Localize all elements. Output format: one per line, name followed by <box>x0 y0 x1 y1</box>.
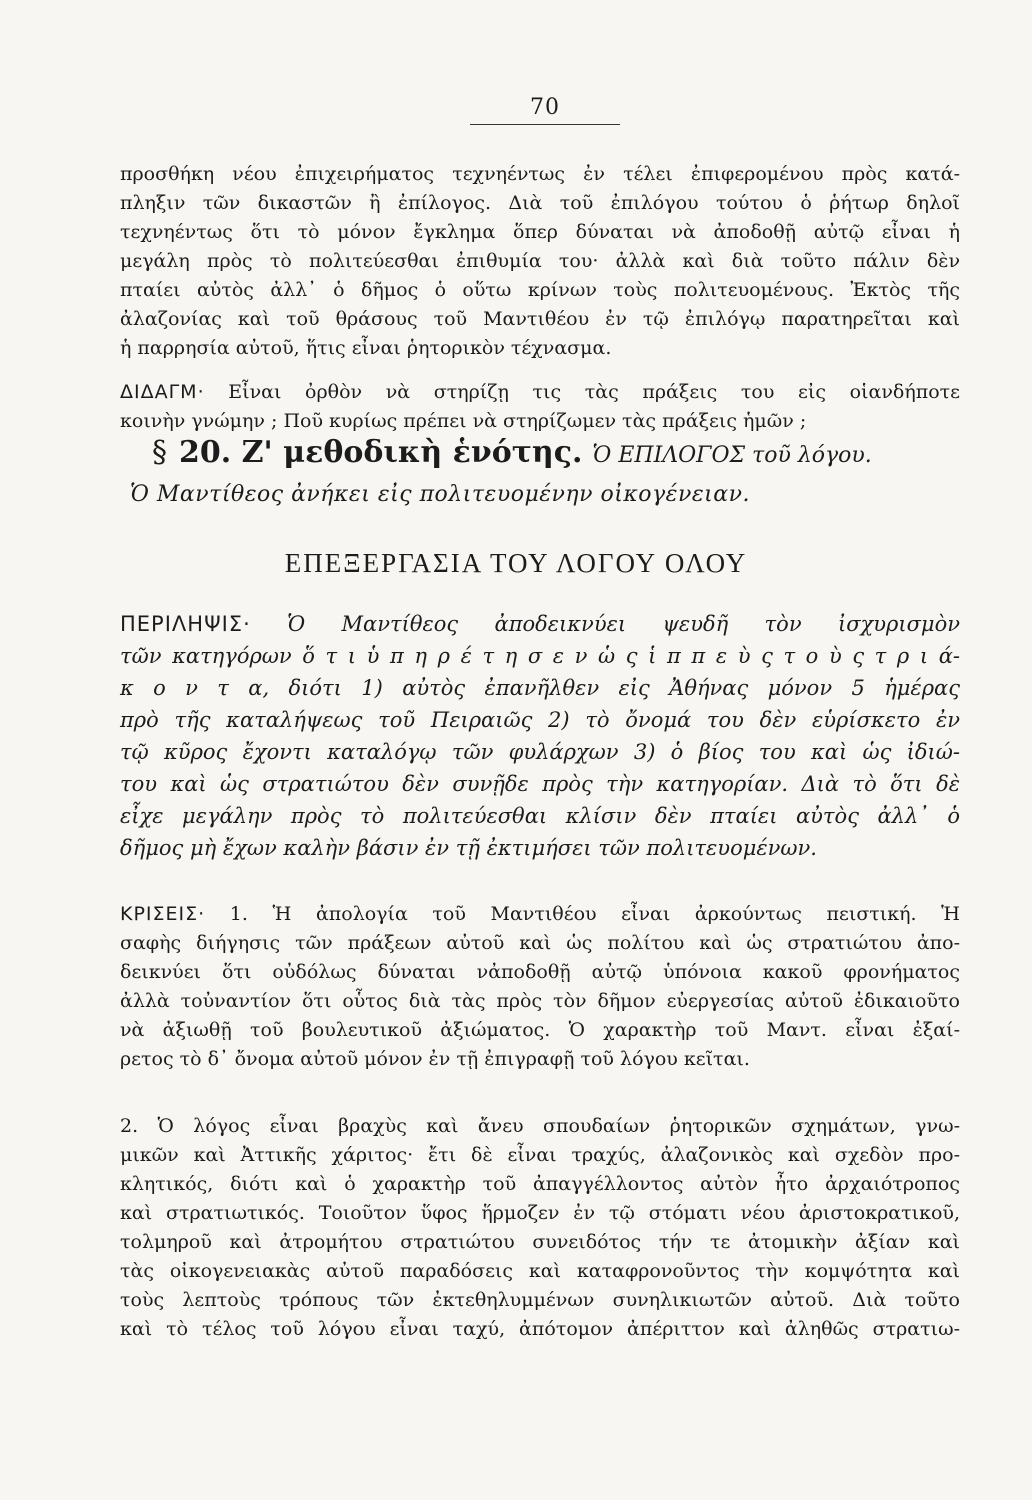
text-line: σαφὴς διήγησις τῶν πράξεων αὐτοῦ καὶ ὡς πολίτου καὶ ὡς στρατιώτου ἀπο- <box>120 932 960 954</box>
text-line: τὰς οἰκογενειακὰς αὐτοῦ παραδόσεις καὶ καταφρονοῦντος τὴν κομψότητα καὶ <box>120 1260 960 1282</box>
text-line <box>120 608 960 640</box>
section-number-title: 20. Ζ' μεθοδικὴ ἑνότης. <box>179 435 583 470</box>
paragraph-didagm <box>120 378 960 436</box>
text-line: τολμηροῦ καὶ ἀτρομήτου στρατιώτου συνειδότος τήν τε ἀτομικὴν ἀξίαν καὶ <box>120 1231 960 1253</box>
paragraph-perilipsis <box>120 608 960 864</box>
section-sign: § <box>152 435 167 470</box>
text-line: τεχνηέντως ὅτι τὸ μόνον ἔγκλημα ὅπερ δύναται νὰ ἀποδοθῇ αὐτῷ εἶναι ἡ <box>120 221 960 243</box>
paragraph-kriseis-2 <box>120 1112 960 1344</box>
text-line: δῆμος μὴ ἔχων καλὴν βάσιν ἐν τῇ ἐκτιμήσει τῶν πολιτευομένων. <box>120 836 817 860</box>
text-line: καὶ τὸ τέλος τοῦ λόγου εἶναι ταχύ, ἀπότομον ἀπέριττον καὶ ἀληθῶς στρατιω- <box>120 1318 960 1340</box>
section-heading <box>152 435 972 470</box>
text-line: πταίει αὐτὸς ἀλλ᾿ ὁ δῆμος ὁ οὕτω κρίνων τοὺς πολιτευομένους. Ἐκτὸς τῆς <box>120 279 960 301</box>
text-line: μικῶν καὶ Ἀττικῆς χάριτος· ἔτι δὲ εἶναι τραχύς, ἀλαζονικὸς καὶ σχεδὸν προ- <box>120 1144 960 1166</box>
text-line: καὶ στρατιωτικός. Τοιοῦτον ὕφος ἥρμοζεν ἐν τῷ στόματι νέου ἀριστοκρατικοῦ, <box>120 1202 960 1224</box>
text-line: κοινὴν γνώμην ; Ποῦ κυρίως πρέπει νὰ στηρίζωμεν τὰς πράξεις ἡμῶν ; <box>120 410 807 432</box>
text-line: εἶχε μεγάλην πρὸς τὸ πολιτεύεσθαι κλίσιν δὲν πταίει αὐτὸς ἀλλ᾿ ὁ <box>120 804 960 828</box>
text-line: ρετος τὸ δ᾿ ὄνομα αὐτοῦ μόνον ἐν τῇ ἐπιγραφῇ τοῦ λόγου κεῖται. <box>120 1048 750 1070</box>
section-subtitle: Ὁ Μαντίθεος ἀνήκει εἰς πολιτευομένην οἰκογένειαν. <box>130 482 750 507</box>
text-line: τοὺς λεπτοὺς τρόπους τῶν ἐκτεθηλυμμένων συνηλικιωτῶν αὐτοῦ. Διὰ τοῦτο <box>120 1289 960 1311</box>
text-line: νὰ ἀξιωθῇ τοῦ βουλευτικοῦ ἀξιώματος. Ὁ χαρακτὴρ τοῦ Μαντ. εἶναι ἐξαί- <box>120 1019 960 1041</box>
perilipsis-label: ΠΕΡΙΛΗΨΙΣ· <box>120 612 251 636</box>
text-line: ἡ παρρησία αὐτοῦ, ἥτις εἶναι ῥητορικὸν τέχνασμα. <box>120 337 612 359</box>
page-number-rule <box>470 124 620 125</box>
paragraph-kriseis-1 <box>120 900 960 1074</box>
kriseis-label: ΚΡΙΣΕΙΣ· <box>120 903 206 925</box>
didagm-text: Εἶναι ὀρθὸν νὰ στηρίζῃ τις τὰς πράξεις του εἰς οἱανδήποτε <box>204 381 960 403</box>
paragraph-epilogue-intro <box>120 160 960 363</box>
text-line: πρὸ τῆς καταλήψεως τοῦ Πειραιῶς 2) τὸ ὄνομά του δὲν εὑρίσκετο ἐν <box>120 708 960 732</box>
text-line: ἀλλὰ τοὐναντίον ὅτι οὗτος διὰ τὰς πρὸς τὸν δῆμον εὐεργεσίας αὐτοῦ ἐδικαιοῦτο <box>120 990 960 1012</box>
text-line: τῷ κῦρος ἔχοντι καταλόγῳ τῶν φυλάρχων 3) ὁ βίος του καὶ ὡς ἰδιώ- <box>120 740 960 764</box>
text-line: προσθήκη νέου ἐπιχειρήματος τεχνηέντως ἐν τέλει ἐπιφερομένου πρὸς κατά- <box>120 163 960 185</box>
text-line: τῶν κατηγόρων ὅ τ ι ὑ π η ρ έ τ η σ ε ν ὡ ς ἱ π π ε ὺ ς τ ο ὺ ς τ ρ ι ά- <box>120 644 960 668</box>
didagm-label: ΔΙΔΑΓΜ· <box>120 381 205 403</box>
page-heading: ΕΠΕΞΕΡΓΑΣΙΑ ΤΟΥ ΛΟΓΟΥ ΟΛΟΥ <box>284 548 748 578</box>
section-topic: Ὁ ΕΠΙΛΟΓΟΣ τοῦ λόγου. <box>592 443 872 468</box>
text-line: δεικνύει ὅτι οὐδόλως δύναται νἀποδοθῇ αὐτῷ ὑπόνοια κακοῦ φρονήματος <box>120 961 960 983</box>
text-line: πληξιν τῶν δικαστῶν ἢ ἐπίλογος. Διὰ τοῦ ἐπιλόγου τούτου ὁ ῥήτωρ δηλοῖ <box>120 192 960 214</box>
text-line <box>120 900 960 929</box>
page-number: 70 <box>530 95 560 120</box>
perilipsis-text: Ὁ Μαντίθεος ἀποδεικνύει ψευδῆ τὸν ἰσχυρισμὸν <box>250 612 960 636</box>
text-line <box>120 378 960 407</box>
text-line: κ ο ν τ α, διότι 1) αὐτὸς ἐπανῆλθεν εἰς Ἀθήνας μόνον 5 ἡμέρας <box>120 676 960 700</box>
text-line: ἀλαζονίας καὶ τοῦ θράσους τοῦ Μαντιθέου ἐν τῷ ἐπιλόγῳ παρατηρεῖται καὶ <box>120 308 960 330</box>
text-line: του καὶ ὡς στρατιώτου δὲν συνῇδε πρὸς τὴν κατηγορίαν. Διὰ τὸ ὅτι δὲ <box>120 772 960 796</box>
text-line: κλητικός, διότι καὶ ὁ χαρακτὴρ τοῦ ἀπαγγέλλοντος αὐτὸν ἦτο ἀρχαιότροπος <box>120 1173 960 1195</box>
kriseis-text: 1. Ἡ ἀπολογία τοῦ Μαντιθέου εἶναι ἀρκούντως πειστική. Ἡ <box>205 903 960 925</box>
text-line: 2. Ὁ λόγος εἶναι βραχὺς καὶ ἄνευ σπουδαίων ῥητορικῶν σχημάτων, γνω- <box>120 1115 960 1137</box>
text-line: μεγάλη πρὸς τὸ πολιτεύεσθαι ἐπιθυμία του· ἀλλὰ καὶ διὰ τοῦτο πάλιν δὲν <box>120 250 960 272</box>
